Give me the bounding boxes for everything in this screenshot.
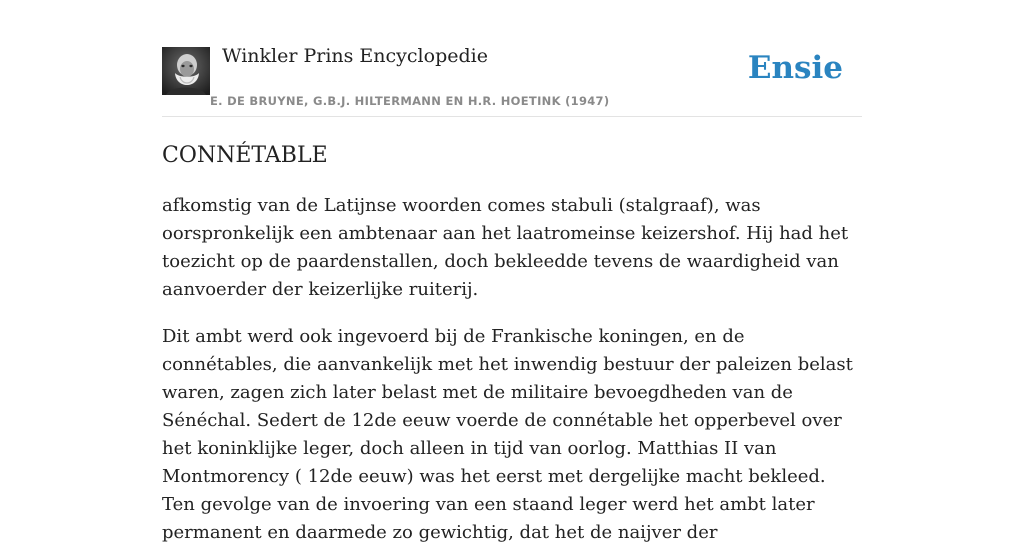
entry-title: CONNÉTABLE xyxy=(162,143,328,168)
entry-paragraph-2: Dit ambt werd ook ingevoerd bij de Frankische koningen, en de connétables, die aanvankelijk met het inwendig bestuur der paleizen belast waren, zagen zich later belast met de militaire bevoegdheden van de Sénéchal. Sedert de 12de eeuw voerde de connétable het opperbevel over het koninklijke leger, doch alleen in tijd van oorlog. Matthias II van Montmorency ( 12de eeuw) was het eerst met dergelijke macht bekleed. Ten gevolge van de invoering van een staand leger werd het ambt later permanent en daarmede zo gewichtig, dat het de naijver der xyxy=(162,326,853,543)
authors-credit: E. DE BRUYNE, G.B.J. HILTERMANN EN H.R. HOETINK (1947) xyxy=(210,94,610,108)
content-column xyxy=(162,0,862,547)
ensie-logo-link[interactable]: Ensie xyxy=(747,50,843,86)
site-title-link[interactable]: Winkler Prins Encyclopedie xyxy=(222,45,488,67)
author-avatar-icon[interactable] xyxy=(162,47,210,95)
header xyxy=(162,0,862,117)
entry-paragraph-1: afkomstig van de Latijnse woorden comes stabuli (stalgraaf), was oorspronkelijk een ambtenaar aan het laatromeinse keizershof. Hij had het toezicht op de paardenstallen, doch bekleedde tevens de waardigheid van aanvoerder der keizerlijke ruiterij. xyxy=(162,195,849,300)
